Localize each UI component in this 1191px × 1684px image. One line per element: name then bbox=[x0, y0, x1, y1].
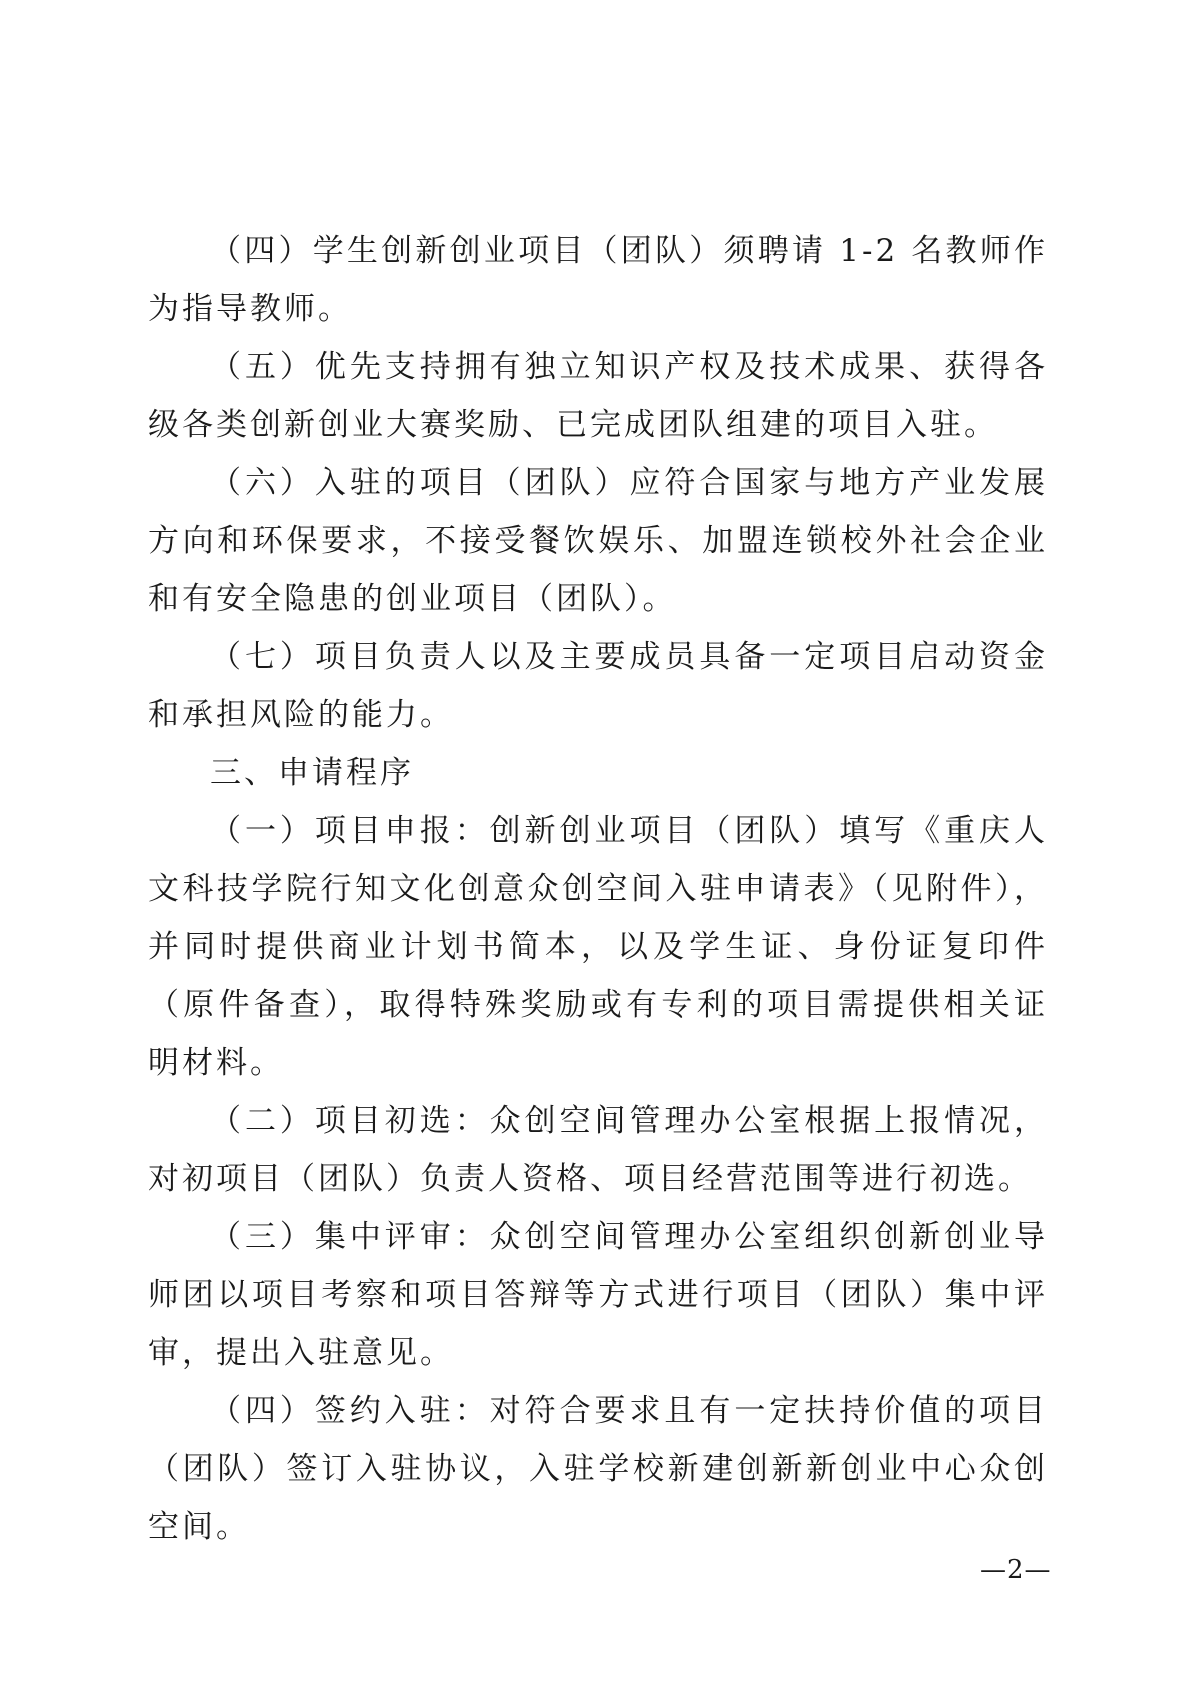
paragraph-procedure-1: （一）项目申报：创新创业项目（团队）填写《重庆人文科技学院行知文化创意众创空间入驻申请表》（见附件），并同时提供商业计划书简本，以及学生证、身份证复印件（原件备查），取得特殊奖励或有专利的项目需提供相关证明材料。 bbox=[148, 813, 1048, 1081]
page-number: —2— bbox=[980, 1555, 1052, 1585]
paragraph-requirement-5: （五）优先支持拥有独立知识产权及技术成果、获得各级各类创新创业大赛奖励、已完成团队组建的项目入驻。 bbox=[148, 349, 1048, 443]
paragraph-procedure-4: （四）签约入驻：对符合要求且有一定扶持价值的项目（团队）签订入驻协议，入驻学校新建创新新创业中心众创空间。 bbox=[148, 1393, 1048, 1545]
paragraph-requirement-7: （七）项目负责人以及主要成员具备一定项目启动资金和承担风险的能力。 bbox=[148, 639, 1048, 733]
paragraph-procedure-2: （二）项目初选：众创空间管理办公室根据上报情况，对初项目（团队）负责人资格、项目经营范围等进行初选。 bbox=[148, 1103, 1048, 1197]
paragraph-requirement-4: （四）学生创新创业项目（团队）须聘请 1-2 名教师作为指导教师。 bbox=[148, 233, 1048, 327]
paragraph-requirement-6: （六）入驻的项目（团队）应符合国家与地方产业发展方向和环保要求，不接受餐饮娱乐、加盟连锁校外社会企业和有安全隐患的创业项目（团队）。 bbox=[148, 465, 1048, 617]
paragraph-procedure-3: （三）集中评审：众创空间管理办公室组织创新创业导师团以项目考察和项目答辩等方式进行项目（团队）集中评审，提出入驻意见。 bbox=[148, 1219, 1048, 1371]
document-body bbox=[148, 222, 1048, 1556]
section-heading-application-procedure: 三、申请程序 bbox=[210, 755, 414, 791]
